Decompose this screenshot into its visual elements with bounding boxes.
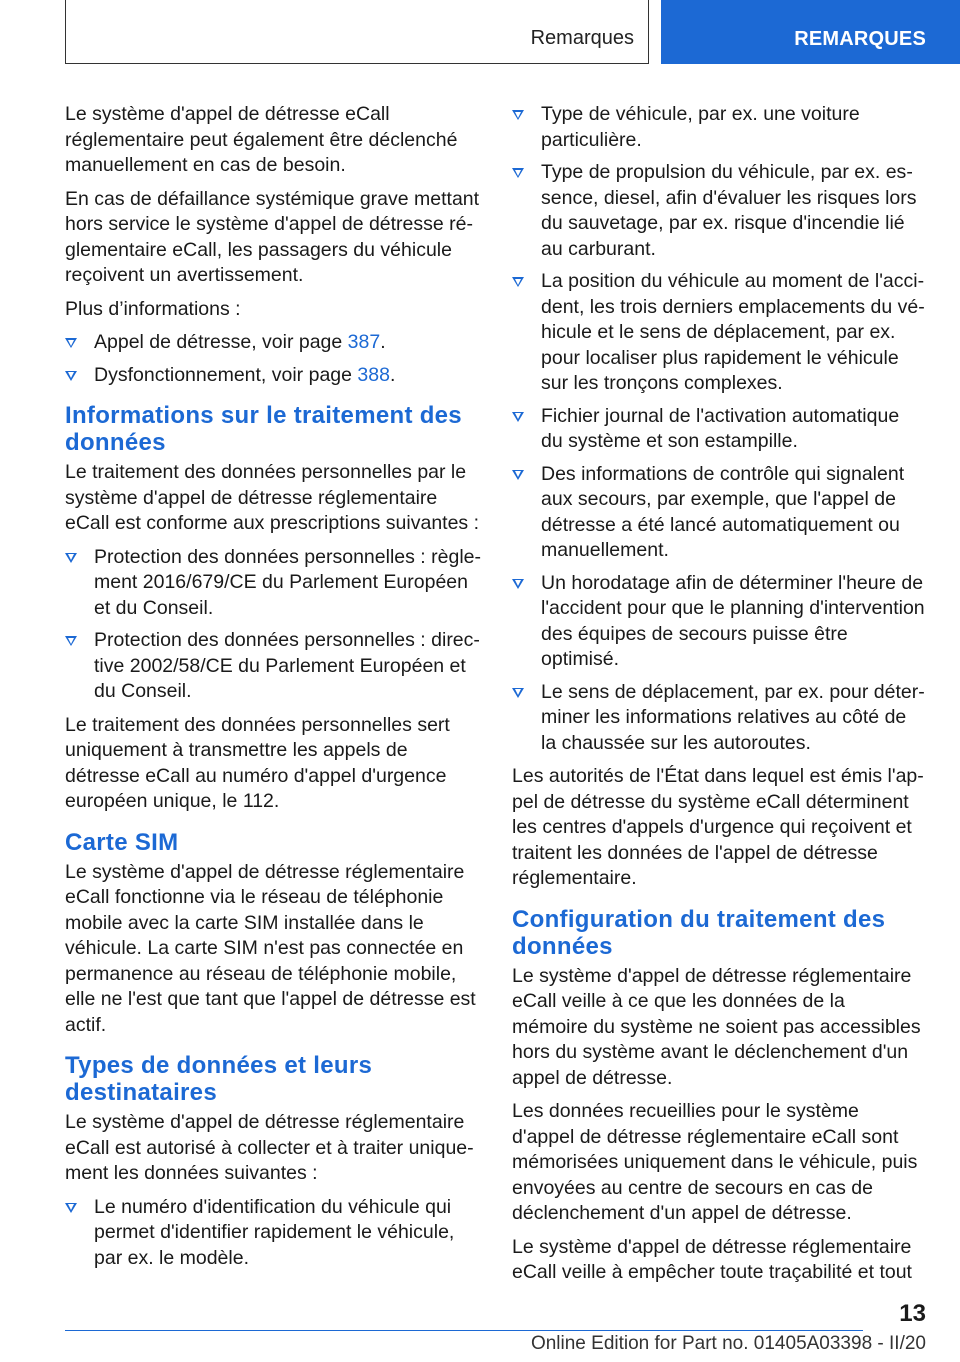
list-item-text: Le numéro d'identification du véhicule qui permet d'identifier rapidement le véhicule, par ex. le modèle. [94,1195,455,1269]
list-item-text: Type de propulsion du véhicule, par ex. essence, diesel, afin d'évaluer les risques lors du sauvetage, par ex. risque d'incendie lié au carburant. [541,161,917,260]
reference-tail: . [380,331,386,353]
triangle-bullet-icon [512,470,524,480]
header-section-title: Remarques [530,27,634,49]
triangle-bullet-icon [512,688,524,698]
paragraph-more-info: Plus d’informations : [65,297,241,320]
right-column [512,102,926,1294]
list-item [65,363,481,389]
regulation-list [65,545,481,705]
list-item [65,1195,481,1272]
paragraph-config-storage: Les données recueillies pour le système d'appel de détresse réglementaire eCall sont mémorisées uniquement dans le véhicule, puis envoyées au centre de secours en cas de déclenchement d'un appel de détresse. [512,1100,918,1224]
list-item [512,462,926,564]
left-column [65,102,481,1279]
triangle-bullet-icon [512,412,524,422]
list-item-text: Un horodatage afin de déterminer l'heure de l'accident pour que le planning d'intervention des équipes de secours puisse être optimisé. [541,571,925,670]
paragraph-config-memory: Le système d'appel de détresse réglementaire eCall veille à ce que les données de la mémoire du système ne soient pas accessibles hors du système avant le déclenchement d'un appel de détresse. [512,964,921,1089]
list-item [512,269,926,397]
reference-text: Dysfonctionnement, voir page [94,363,358,386]
header-section-tab [65,0,649,64]
list-item-text: Protection des données personnelles : règlement 2016/679/CE du Parlement Européen et du Conseil. [94,545,481,619]
page-link-387[interactable]: 387 [347,331,381,353]
header-chapter-badge [661,0,960,64]
data-types-list-continued [512,102,926,756]
triangle-bullet-icon [512,168,524,178]
list-item [65,545,481,622]
paragraph-system-failure: En cas de défaillance systémique grave mettant hors service le système d'appel de détresse réglementaire eCall, les passagers du véhicule reçoivent un avertissement. [65,187,480,286]
paragraph-data-types: Le système d'appel de détresse réglementaire eCall est autorisé à collecter et à traiter uniquement les données suivantes : [65,1111,474,1184]
triangle-bullet-icon [65,636,77,646]
list-item [65,628,481,705]
paragraph-config-tracking: Le système d'appel de détresse réglementaire eCall veille à empêcher toute traçabilité et tout [512,1235,912,1283]
page-link-388[interactable]: 388 [357,363,390,386]
reference-text: Appel de détresse, voir page [94,331,348,353]
triangle-bullet-icon [512,110,524,120]
list-item-text: Type de véhicule, par ex. une voiture particulière. [541,103,860,151]
list-item-text: Des informations de contrôle qui signalent aux secours, par exemple, que l'appel de détresse a été lancé automatiquement ou manuellement. [541,462,905,561]
triangle-bullet-icon [65,1203,77,1213]
triangle-bullet-icon [65,338,77,348]
heading-data-configuration: Configuration du traitement des données [512,905,886,960]
list-item [512,404,926,455]
list-item [512,160,926,262]
triangle-bullet-icon [512,277,524,287]
triangle-bullet-icon [512,579,524,589]
triangle-bullet-icon [65,371,77,381]
heading-data-types: Types de données et leurs destinataires [65,1052,373,1106]
list-item-text: Fichier journal de l'activation automatique du système et son estampille. [541,404,900,452]
heading-data-processing: Informations sur le traitement des données [65,402,462,456]
list-item-text: Le sens de déplacement, par ex. pour déterminer les informations relatives au côté de la chaussée sur les autoroutes. [541,680,925,754]
paragraph-data-purpose: Le traitement des données personnelles sert uniquement à transmettre les appels de détresse eCall au numéro d'appel d'urgence européen unique, le 112. [65,713,450,812]
list-item [65,330,481,356]
header-chapter-title: REMARQUES [794,28,926,50]
paragraph-sim-card: Le système d'appel de détresse réglementaire eCall fonctionne via le réseau de téléphonie mobile avec la carte SIM installée dans le véhicule. La carte SIM n'est pas connectée en permanence au réseau de téléphonie mobile, elle ne l'est que tant que l'appel de détresse est actif. [65,860,476,1036]
list-item [512,680,926,757]
paragraph-authorities: Les autorités de l'État dans lequel est émis l'appel de détresse du système eCall déterminent les centres d'appels d'urgence qui reçoivent et traitent les données de l'appel de détresse réglementaire. [512,765,924,889]
footer-edition: Online Edition for Part no. 01405A03398 - II/20 [530,1333,926,1354]
list-item [512,571,926,673]
list-item-text: Protection des données personnelles : directive 2002/58/CE du Parlement Européen et du Conseil. [94,629,480,702]
heading-sim-card: Carte SIM [65,828,179,856]
page-number: 13 [899,1300,926,1327]
reference-tail: . [389,363,396,386]
footer-divider [65,1330,863,1331]
list-item-text: La position du véhicule au moment de l'accident, les trois derniers emplacements du véhicule et le sens de déplacement, par ex. pour localiser plus rapidement le véhicule sur les tronçons complexes. [541,270,925,394]
paragraph-manual-trigger: Le système d'appel de détresse eCall réglementaire peut également être déclenché manuellement en cas de besoin. [65,103,458,176]
reference-list [65,330,481,388]
data-types-list [65,1195,481,1272]
paragraph-data-processing: Le traitement des données personnelles par le système d'appel de détresse réglementaire eCall est conforme aux prescriptions suivantes : [65,461,480,534]
list-item [512,102,926,153]
triangle-bullet-icon [65,553,77,563]
